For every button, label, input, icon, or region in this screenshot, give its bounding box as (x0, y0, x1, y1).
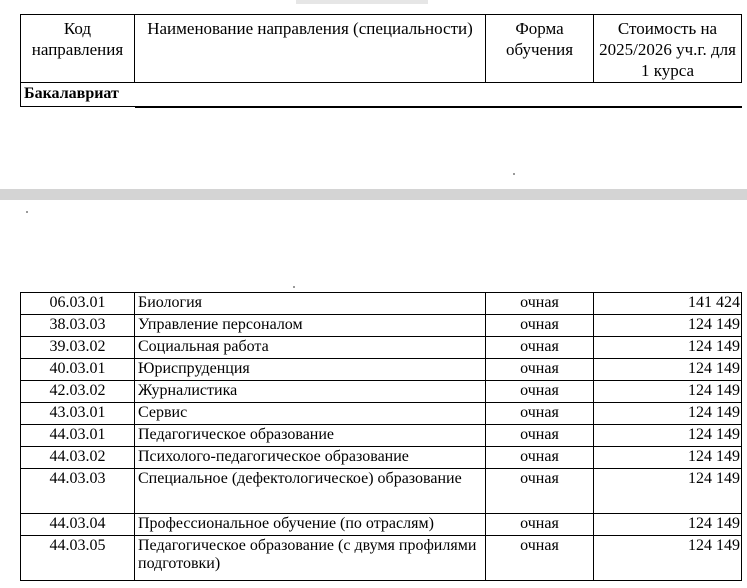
row-name: Педагогическое образование (с двумя профилями подготовки) (135, 536, 486, 581)
row-cost: 124 149 (594, 514, 742, 536)
row-form: очная (486, 359, 594, 381)
row-name: Социальная работа (135, 337, 486, 359)
table-row (21, 425, 742, 447)
row-code: 43.03.01 (21, 403, 135, 425)
header-cost: Стоимость на 2025/2026 уч.г. для 1 курса (594, 15, 742, 83)
row-form: очная (486, 536, 594, 581)
row-form: очная (486, 425, 594, 447)
row-code: 44.03.01 (21, 425, 135, 447)
header-name: Наименование направления (специальности) (135, 15, 486, 83)
table-row (21, 315, 742, 337)
row-name: Специальное (дефектологическое) образование (135, 469, 486, 514)
header-form: Форма обучения (486, 15, 594, 83)
table-row (21, 469, 742, 514)
scan-speck (293, 286, 295, 288)
row-cost: 124 149 (594, 381, 742, 403)
row-code: 39.03.02 (21, 337, 135, 359)
row-code: 06.03.01 (21, 293, 135, 315)
row-name: Журналистика (135, 381, 486, 403)
header-code: Код направления (21, 15, 135, 83)
row-form: очная (486, 293, 594, 315)
row-name: Управление персоналом (135, 315, 486, 337)
row-cost: 124 149 (594, 315, 742, 337)
section-row (21, 83, 742, 107)
row-cost: 124 149 (594, 425, 742, 447)
row-cost: 124 149 (594, 337, 742, 359)
row-name: Педагогическое образование (135, 425, 486, 447)
row-code: 38.03.03 (21, 315, 135, 337)
table-row (21, 447, 742, 469)
scan-edge-strip (296, 0, 428, 4)
table-row (21, 536, 742, 581)
scan-speck (513, 173, 515, 175)
row-cost: 124 149 (594, 447, 742, 469)
row-code: 40.03.01 (21, 359, 135, 381)
row-cost: 124 149 (594, 403, 742, 425)
table-row (21, 337, 742, 359)
row-form: очная (486, 447, 594, 469)
table-row (21, 359, 742, 381)
row-form: очная (486, 403, 594, 425)
cost-table (20, 292, 742, 581)
row-code: 44.03.02 (21, 447, 135, 469)
row-cost: 124 149 (594, 536, 742, 581)
section-title: Бакалавриат (21, 83, 135, 107)
header-table (20, 14, 742, 108)
row-name: Профессиональное обучение (по отраслям) (135, 514, 486, 536)
row-form: очная (486, 337, 594, 359)
row-name: Биология (135, 293, 486, 315)
scan-speck (26, 211, 28, 213)
table-row (21, 381, 742, 403)
row-name: Юриспруденция (135, 359, 486, 381)
row-form: очная (486, 315, 594, 337)
section-rest (135, 83, 742, 107)
row-form: очная (486, 514, 594, 536)
row-form: очная (486, 469, 594, 514)
row-cost: 141 424 (594, 293, 742, 315)
row-name: Психолого-педагогическое образование (135, 447, 486, 469)
table-row (21, 514, 742, 536)
table-row (21, 293, 742, 315)
row-form: очная (486, 381, 594, 403)
row-code: 42.03.02 (21, 381, 135, 403)
row-code: 44.03.03 (21, 469, 135, 514)
table-row (21, 403, 742, 425)
row-code: 44.03.04 (21, 514, 135, 536)
page-break-band (0, 189, 747, 200)
row-cost: 124 149 (594, 469, 742, 514)
row-name: Сервис (135, 403, 486, 425)
row-cost: 124 149 (594, 359, 742, 381)
row-code: 44.03.05 (21, 536, 135, 581)
header-row (21, 15, 742, 83)
